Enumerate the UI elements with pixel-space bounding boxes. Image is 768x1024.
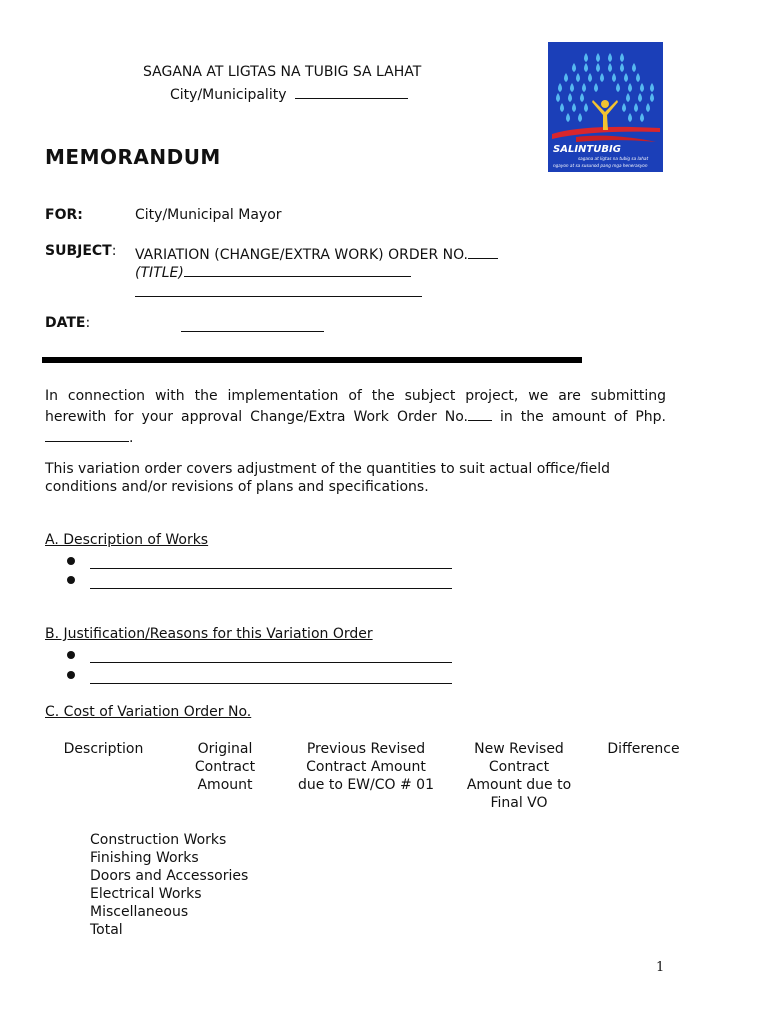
- logo-tagline-2: ngayon at sa susunod pang mga henerasyon: [553, 163, 648, 168]
- date-label: DATE: [45, 315, 86, 331]
- header-line: Previous Revised: [306, 741, 426, 757]
- date-colon: :: [85, 315, 91, 331]
- subject-label: SUBJECT: [45, 243, 112, 259]
- description-blank-2: [90, 588, 452, 589]
- change-order-no-blank: [468, 405, 492, 421]
- date-blank: [181, 331, 324, 332]
- table-row: Construction Works: [90, 832, 227, 848]
- section-a-title: A. Description of Works: [45, 532, 209, 548]
- bullet-icon: [67, 671, 75, 679]
- section-c-title: C. Cost of Variation Order No.: [45, 704, 252, 720]
- bullet-icon: [67, 651, 75, 659]
- header-line: Contract: [194, 759, 256, 775]
- subject-value-line: [135, 243, 498, 263]
- table-row: Finishing Works: [90, 850, 199, 866]
- title-label: (TITLE): [135, 265, 184, 281]
- cost-items-list: [90, 831, 248, 939]
- heavy-divider: [42, 357, 582, 363]
- column-header-original-amount: [175, 740, 275, 794]
- justification-blank-1: [90, 662, 452, 663]
- for-value: City/Municipal Mayor: [135, 207, 282, 223]
- header-line: Contract: [488, 759, 550, 775]
- column-header-difference: [596, 740, 691, 758]
- salintubig-logo: [548, 42, 663, 172]
- paragraph-2: This variation order covers adjustment of the quantities to suit actual office/field conditions and/or revisions of plans and specifications.: [45, 461, 611, 495]
- header-line: Difference: [607, 741, 680, 757]
- column-header-description: [45, 740, 162, 758]
- paragraph-1-text-c: .: [129, 430, 134, 446]
- header-title: SAGANA AT LIGTAS NA TUBIG SA LAHAT: [143, 64, 422, 80]
- bullet-icon: [67, 576, 75, 584]
- paragraph-1: [45, 387, 666, 447]
- header-line: Contract Amount: [306, 759, 426, 775]
- memo-title: MEMORANDUM: [45, 145, 221, 169]
- column-header-previous-revised: [286, 740, 446, 794]
- date-label-line: [45, 315, 90, 331]
- logo-tagline-1: sagana at ligtas na tubig sa lahat: [578, 156, 649, 161]
- header-line: Amount due to: [466, 777, 572, 793]
- paragraph-1-text-a: In connection with the implementation of the subject project, we are submitting herewith for your approval Change/Extra Work Order No.: [45, 388, 666, 425]
- city-municipality-label: City/Municipality: [170, 87, 287, 103]
- city-municipality-line: [170, 83, 408, 103]
- column-header-new-revised: [456, 740, 582, 812]
- paragraph-1-text-b: in the amount of Php.: [492, 409, 666, 425]
- table-row: Doors and Accessories: [90, 868, 249, 884]
- title-continuation-blank: [135, 296, 422, 297]
- amount-php-blank: [45, 426, 129, 442]
- description-blank-1: [90, 568, 452, 569]
- header-line: Description: [63, 741, 144, 757]
- bullet-icon: [67, 557, 75, 565]
- subject-label-line: [45, 243, 116, 259]
- subject-colon: :: [111, 243, 117, 259]
- table-row: Electrical Works: [90, 886, 202, 902]
- table-row: Total: [90, 922, 123, 938]
- logo-brand-text: SALINTUBIG: [553, 144, 621, 155]
- subject-order-no-blank: [468, 243, 498, 259]
- header-line: Original: [197, 741, 253, 757]
- justification-blank-2: [90, 683, 452, 684]
- table-row: Miscellaneous: [90, 904, 189, 920]
- title-line: [135, 261, 411, 281]
- section-b-title: B. Justification/Reasons for this Variation Order: [45, 626, 373, 642]
- for-label: FOR:: [45, 207, 83, 223]
- page-number: 1: [656, 960, 665, 975]
- subject-value: VARIATION (CHANGE/EXTRA WORK) ORDER NO.: [135, 247, 468, 263]
- city-municipality-blank: [295, 83, 408, 99]
- title-blank: [184, 261, 411, 277]
- header-line: Final VO: [490, 795, 548, 811]
- header-line: Amount: [197, 777, 253, 793]
- header-line: due to EW/CO # 01: [298, 777, 434, 793]
- header-line: New Revised: [474, 741, 564, 757]
